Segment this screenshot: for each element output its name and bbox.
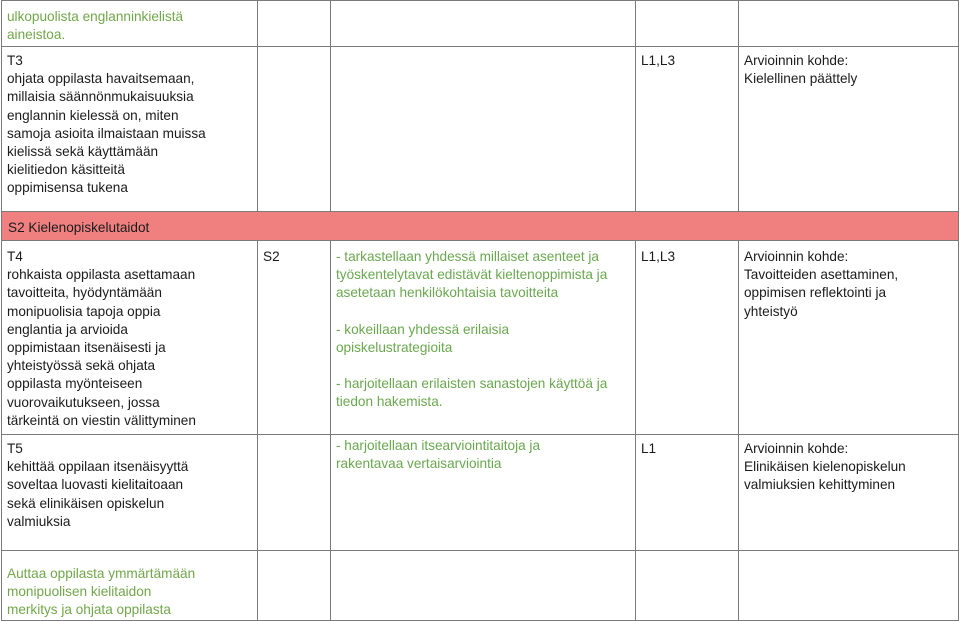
activities-cell xyxy=(331,47,636,212)
activities-cell xyxy=(331,1,636,47)
content-code-cell xyxy=(636,435,739,551)
content-code-cell xyxy=(636,47,739,212)
assessment-cell: Arvioinnin kohde: Tavoitteiden asettaminen, oppimisen reflektointi ja yhteistyö xyxy=(739,241,959,435)
table-row xyxy=(2,47,959,212)
section-header xyxy=(2,212,959,241)
table-row xyxy=(2,551,959,621)
table-row xyxy=(2,435,959,551)
objective-cell: Auttaa oppilasta ymmärtämään monipuolisen kielitaidon merkitys ja ohjata oppilasta xyxy=(2,551,258,621)
activities-cell: - tarkastellaan yhdessä millaiset asenteet ja työskentelytavat edistävät kieltenoppimista ja asetetaan henkilökohtaisia tavoitteita - kokeillaan yhdessä erilaisia opiskelustrategioita - harjoitellaan erilaisten sanastojen käyttöä ja tiedon hakemista. xyxy=(331,241,636,435)
content-area-cell xyxy=(258,551,331,621)
table-row xyxy=(2,1,959,47)
section-row xyxy=(2,212,959,241)
content-area-cell xyxy=(258,241,331,435)
content-area-cell xyxy=(258,47,331,212)
table-row xyxy=(2,241,959,435)
objective-text: ulkopuolista englanninkielistä aineistoa. xyxy=(7,9,184,43)
objective-cell: T3 ohjata oppilasta havaitsemaan, millaisia säännönmukaisuuksia englannin kielessä on, miten samoja asioita ilmaistaan muissa kielissä sekä käyttämään kielitiedon käsitteitä oppimisensa tukena xyxy=(2,47,258,212)
content-area-cell xyxy=(258,1,331,47)
content-code-cell xyxy=(636,551,739,621)
assessment-cell: Arvioinnin kohde: Elinikäisen kielenopiskelun valmiuksien kehittyminen xyxy=(739,435,959,551)
content-code: L1 xyxy=(641,441,657,456)
content-code: L1,L3 xyxy=(641,53,676,68)
curriculum-table xyxy=(1,0,959,621)
content-area: S2 xyxy=(263,249,280,264)
section-title: S2 Kielenopiskelutaidot xyxy=(8,220,150,235)
activities-cell: - harjoitellaan itsearviointitaitoja ja rakentavaa vertaisarviointia xyxy=(331,435,636,551)
objective-cell: T4 rohkaista oppilasta asettamaan tavoitteita, hyödyntämään monipuolisia tapoja oppia englantia ja arvioida oppimistaan itsenäisesti ja yhteistyössä sekä ohjata oppilasta myönteiseen vuorovaikutukseen, jossa tärkeintä on viestin välittyminen xyxy=(2,241,258,435)
assessment-cell xyxy=(739,551,959,621)
objective-cell xyxy=(2,1,258,47)
content-code-cell xyxy=(636,1,739,47)
content-code-cell xyxy=(636,241,739,435)
content-area-cell xyxy=(258,435,331,551)
content-code: L1,L3 xyxy=(641,249,676,264)
activities-cell xyxy=(331,551,636,621)
assessment-cell: Arvioinnin kohde: Kielellinen päättely xyxy=(739,47,959,212)
objective-cell: T5 kehittää oppilaan itsenäisyyttä soveltaa luovasti kielitaitoaan sekä elinikäisen opiskelun valmiuksia xyxy=(2,435,258,551)
assessment-cell xyxy=(739,1,959,47)
